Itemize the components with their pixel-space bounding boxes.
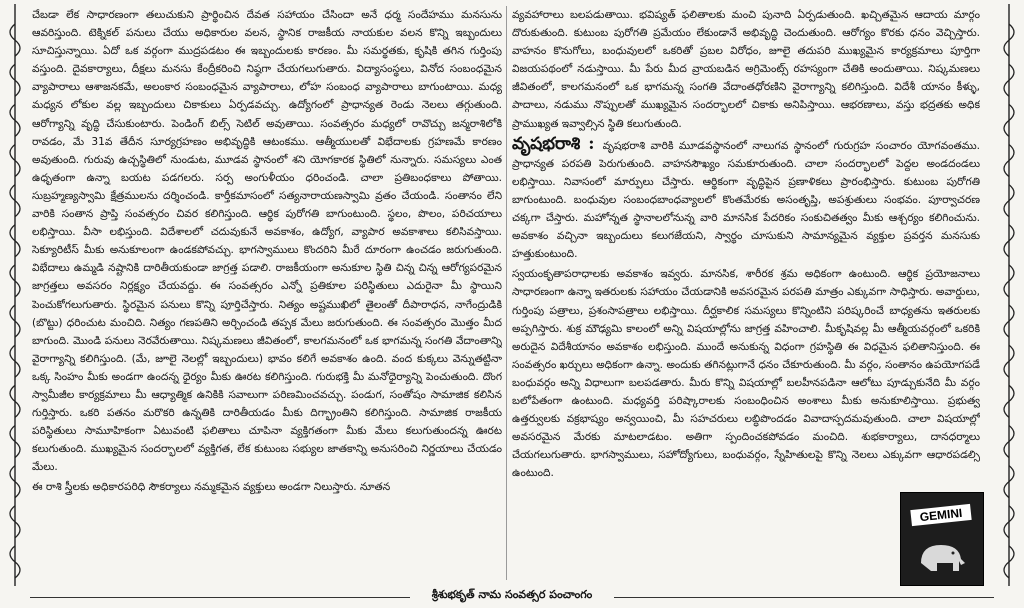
column-divider [506,6,507,580]
footer-rule-right [614,597,994,598]
body-paragraph: చేబడా లేక సాధారణంగా తలుచుకుని ప్రార్థించిన దేవత సహాయం చేసిందా అనే ధర్మ సందేహము మనసును ఆవరిస్తుంది. టెక్నికల్ పనులు చేయు అధికారుల వలన, స్థానిక రాజకీయ నాయకుల వలన కొన్ని ఇబ్బందులు సూచిస్తున్నాయి. ఏదో ఒక వర్గంగా ముద్రపడటం ఈ ఇబ్బందులకు కారణం. మీ సమర్థతకు, కృషికి తగిన గుర్తింపు వస్తుంది. దైవకార్యాలు, దీక్షలు మనసు కేంద్రీకరించి నిష్ఠగా చేయగలుగుతారు. విద్యాసంస్థలు, వినోద సంబంధమైన వ్యాపారాలు ఆశాజనకమే, అలంకార సంబంధమైన వ్యాపారాలు, లోహ సంబంధ వ్యాపారాలు బాగుంటాయి. మధ్య మధ్యన లోకుల వల్ల ఇబ్బందులు చికాకులు ఏర్పడవచ్చు. ఉద్యోగంలో ప్రాధాన్యత రెండు నెలలు తగ్గుతుంది. ఆరోగ్యాన్ని వృద్ధి చేసుకుంటారు. పెండింగ్ బిల్స్ సెటిల్ అవుతాయి. సంవత్సరం మధ్యలో రావొచ్చు జన్మరాశిలోకి రావడం, మే 31వ తేదీన సూర్యగ్రహణం అభివృద్ధికి ఆటంకము. ఆత్మీయులతో విభేదాలకు గ్రహణమే కారణం అవుతుంది. గురువు ఉచ్చస్థితిలో నుండుట, మూడవ స్థానంలో శని యోగకారక స్థితిలో నున్నారు. సమస్యలు ఎంత ఉధృతంగా ఉన్నా బయట పడగలరు. సర్ప అంగుళీయం ధరించండి. చాలా ప్రతిబంధకాలు పోతాయి. సుబ్రహ్మణ్యస్వామి క్షేత్రములను దర్శించండి. కార్తీకమాసంలో సత్యనారాయణస్వామి వ్రతం చేయండి. సంతానం లేని వారికి సంతాన ప్రాప్తి సంవత్సరం చివర కలిగిస్తుంది. ఆర్థిక పురోగతి బాగుంటుంది. స్థలం, పొలం, పరిచయాలు లభిస్తాయి. వీసా లభిస్తుంది. విదేశాలలో చదువుకునే అవకాశం, ఉద్యోగ, వ్యాపార అవకాశాలు కలిసివస్తాయి. సెక్యూరిటీస్ మీకు అనుకూలంగా ఉండకపోవచ్చు. భాగస్వాములు కొందరిని మీరే దూరంగా ఉంచడం జరుగుతుంది. విభేదాలు ఉమ్మడి నష్టానికి దారితీయకుండా జాగ్రత్త పడాలి. రాజకీయంగా అనుకూల స్థితి చిన్న చిన్న ఆరోగ్యపరమైన జాగ్రత్తలు అవసరం నిర్లక్ష్యం చేయవద్దు. ఈ సంవత్సరం ఎన్నో ప్రతికూల పరిస్థితులు ఎదురైనా మీ స్థాయిని పెంచుకోగలుగుతారు. స్థిరమైన పనులు కొన్ని పూర్తిచేస్తారు. నిత్యం అష్టముఖిలో తైలంతో దీపారాధన, నాగేంద్రుడికి (బొట్టు) ధరించుట మంచిది. నిత్యం గణపతిని అర్చించండి తప్పక మేలు జరుగుతుంది. ఈ సంవత్సరం మొత్తం మీద బాగుంది. మొండి పనులు నెరవేరుతాయి. నిష్కమణలు జీవితంలో, కాలగమనంలో ఒక భాగమన్న సంగతి వేదాంతాన్ని వైరాగ్యాన్ని కలిగిస్తుంది. (మే, జూలై నెలల్లో ఇబ్బందులు) భావం కలిగే అవకాశం ఉంది. వంద కుక్కలు వెన్నుతట్టినా ఒక్క సింహం మీకు అండగా ఉందన్న ధైర్యం మీకు ఊరట కలిగిస్తుంది. గురుభక్తి మీ మనోధైర్యాన్ని పెంచుతుంది. దొంగ స్వామీజీల కార్యక్రమాలు మీ ఆధ్యాత్మిక ఉనికికి సవాలుగా పరిణమించవచ్చు. పండుగ, సంతోషం సామాజిక కలిసిన గుర్తిస్తారు. ఒకరి పతనం మరొకరి ఉన్నతికి దారితీయడం మీకు దిగ్భ్రాంతిని కలిగిస్తుంది. సామాజిక రాజకీయ పరిస్థితులు సామూహికంగా ఏటువంటి ఫలితాలు చూపినా వ్యక్తిగతంగా మీకు మేలు కలుగుతుందన్న ఊరట కలుగుతుంది. ముఖ్యమైన సందర్భాలలో వ్యక్తిగత, లేక కుటుంబ సభ్యుల జాతకాన్ని అనుసరించి నిర్ణయాలు చేయడం మేలు. [32,9,502,474]
ornamental-border-right [996,4,1022,586]
footer-title: శ్రీశుభకృత్ నామ సంవత్సర పంచాంగం [431,588,593,601]
gemini-tea-advertisement [900,492,984,586]
ornamental-border-left [2,4,28,586]
page-footer [0,588,1024,606]
ad-brand-name: GEMINI [910,504,971,526]
body-paragraph: వ్యవహారాలు బలపడుతాయి. భవిష్యత్ ఫలితాలకు మంచి పునాది ఏర్పడుతుంది. ఖచ్చితమైన ఆదాయ మార్గం దొరుకుతుంది. కుటుంబ పురోగతి ప్రమేయం లేకుండానే అభివృద్ధి చెందుతుంది. ఆరోగ్యం కొరకు ధనం వెచ్చిస్తారు. వాహనం కొనుగోలు, బంధువులలో ఒకరితో ప్రబల విరోధం, జూలై తదుపరి ముఖ్యమైన కార్యక్రమాలు పూర్తిగా విజయపథంలో నడుస్తాయి. మీ పేరు మీద వ్రాయబడిన అగ్రిమెంట్స్ రహస్యంగా చేతికి అందుతాయి. నిష్కమణలు జీవితంలో, కాలగమనంలో ఒక భాగమన్న సంగతి వేదాంతధోరణిని వైరాగ్యాన్ని కలిగిస్తుంది. విదేశీ యానం కీళ్ళు, పాదాలు, నడుము నొప్పులతో ముఖ్యమైన సందర్భాలలో చికాకు అనిపిస్తాయి. ఆభరణాలు, వస్తు భద్రతకు అధిక ప్రాముఖ్యత ఇవ్వాల్సిన స్థితి కలుగుతుంది. [512,9,980,130]
rasi-section [512,135,980,264]
body-paragraph: స్వయంకృతాపరాధాలకు అవకాశం ఇవ్వరు. మానసిక, శారీరక శ్రమ అధికంగా ఉంటుంది. ఆర్థిక ప్రయోజనాలు సాధారణంగా ఉన్నా ఇతరులకు సహాయం చేయడానికి అవసరమైన పరపతి మాత్రం ఎక్కువగా సాధిస్తారు. అవార్డులు, గుర్తింపు పత్రాలు, ప్రశంసాపత్రాలు లభిస్తాయి. దీర్ఘకాలిక సమస్యలు కొన్నింటిని పరిష్కరించే బాధ్యతను ఇతరులకు అప్పగిస్తారు. శుక్ర మౌఢ్యమి కాలంలో అన్ని విషయాల్లోను జాగ్రత్త వహించాలి. మీకృషివల్ల మీ ఆత్మీయవర్గంలో ఒకరికి అరుదైన విదేశీయానం అవకాశం లభిస్తుంది. ముందే అనుకున్న విధంగా గ్రహస్థితి ఈ విధమైన ఫలితానిస్తుంది. ఈ సంవత్సరం ఖర్చులు అధికంగా ఉన్నా. అందుకు తగినట్లుగానే ధనం చేకూరుతుంది. మీ వర్గం, సంతానం ఉపయోగపడే బంధువర్గం అన్ని విధాలుగా బలపడతారు. మీరు కొన్ని విషయాల్లో బలహీనపడినా ఆలోటు పూడ్చుకునేది మీ వర్గం బలోపేతంగా ఉంటుంది. మధ్యవర్తి పరిష్కారాలకు సంబంధించిన అంశాలు మీకు అనుకూలిస్తాయి. ప్రభుత్వ ఉత్తర్వులకు వక్రభాష్యం అన్వయించి, మీ సహచరులు లబ్ధిపొందడం వివాదాస్పదమవుతుంది. చాలా విషయాల్లో అవసరమైన మేరకు మాటలాడటం. అతిగా స్పందించకపోవడం మంచిది. శుభకార్యాలు, దానధర్మాలు చేయగలుగుతారు. భాగస్వాములు, సహోద్యోగులు, బంధువర్గం, స్నేహితులపై కొన్ని నెలలు ఎక్కువగా ఆధారపడల్సి ఉంటుంది. [512,268,980,480]
elephant-icon [915,533,969,573]
left-text-column [32,6,502,582]
body-paragraph: ఈ రాశి స్త్రీలకు అధికారపరిధి సౌకర్యాలు నమ్మకమైన వ్యక్తులు అండగా నిలుస్తారు. నూతన [32,481,391,494]
rasi-heading: వృషభరాశి : [512,133,595,154]
footer-rule-left [30,597,410,598]
rasi-paragraph: వృషభరాశి వారికి మూడవస్థానంలో నాలుగవ స్థానంలో గురుగ్రహ సంచారం యోగవంతము. ప్రాధాన్యత పరపతి పెరుగుతుంది. వాహనసౌఖ్యం సమకూరుతుంది. చాలా సందర్భాలలో పెద్దల అండదండలు లభిస్తాయి. నివాసంలో మార్పులు చేస్తారు. ఆర్థికంగా వృద్ధిపైన ప్రణాళికలు ప్రారంభిస్తారు. కుటుంబ పురోగతి బాగుంటుంది. బంధువుల సంబంధబాంధవ్యాలలో కొంతమేరకు అసంతృప్తి, అపశ్రుతులు సంభవం. పూర్వాచరణ చక్కగా చేస్తారు. మహోన్నత స్థానాలలోనున్న వారి మానసిక పేదరికం సంకుచితత్వం మీకు ఆశ్చర్యం కలిగించును. అవకాశం వచ్చినా ఇబ్బందులు కలుగజేయని, స్వార్థం చూసుకుని సామాన్యమైన వ్యక్తుల ప్రవర్తన మనసుకు హత్తుకుంటుంది. [512,139,980,261]
